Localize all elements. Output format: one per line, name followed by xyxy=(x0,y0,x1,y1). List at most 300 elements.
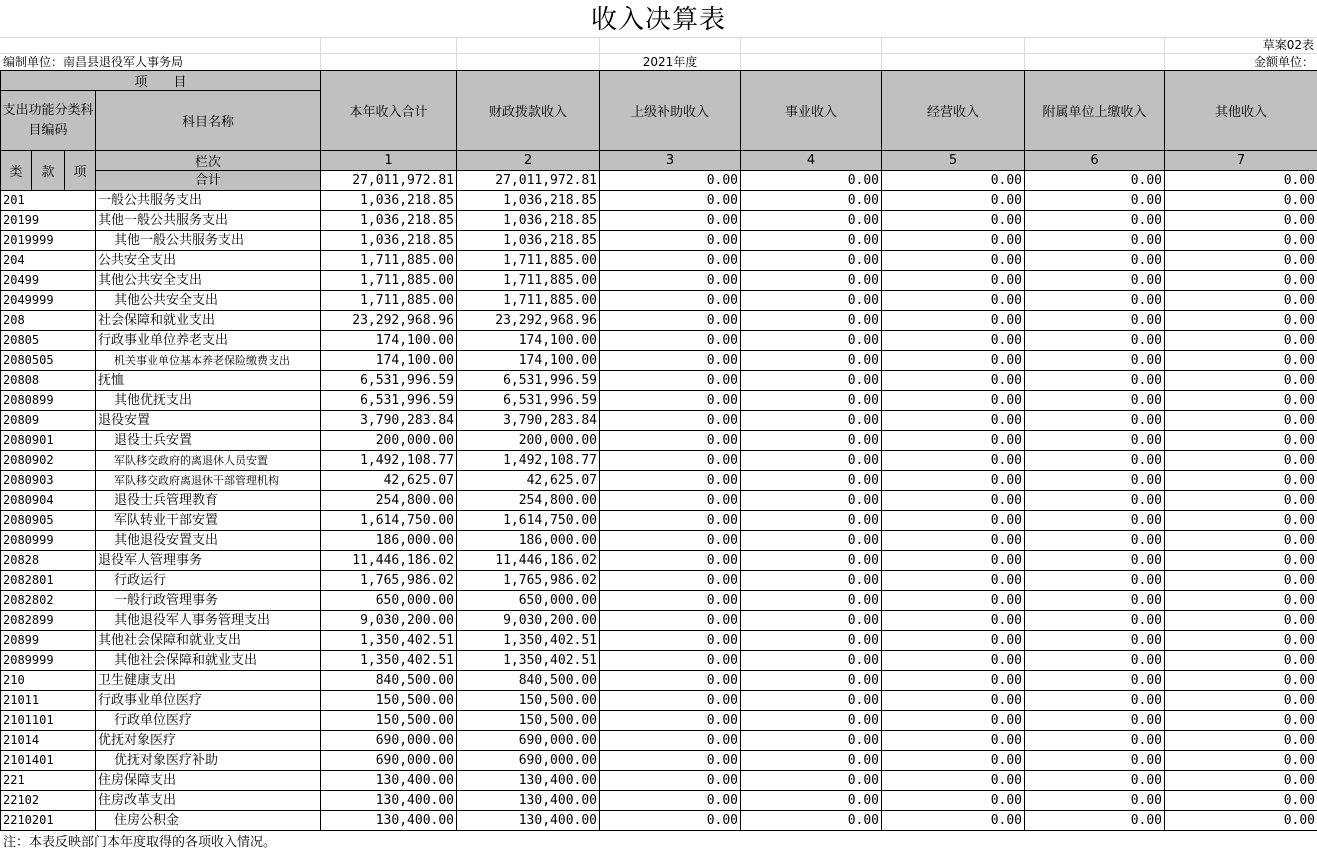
col-header-fiscal: 财政拨款收入 xyxy=(457,71,600,151)
amount-cell: 0.00 xyxy=(1165,391,1317,411)
table-row xyxy=(1,491,1317,511)
amount-cell: 0.00 xyxy=(1025,291,1165,311)
amount-cell: 0.00 xyxy=(741,791,882,811)
table-row xyxy=(1,611,1317,631)
subject-code: 210 xyxy=(1,671,96,691)
amount-cell: 0.00 xyxy=(1165,791,1317,811)
amount-cell: 0.00 xyxy=(1165,571,1317,591)
amount-cell: 1,711,885.00 xyxy=(457,251,600,271)
amount-cell: 0.00 xyxy=(882,351,1025,371)
amount-cell: 0.00 xyxy=(1025,431,1165,451)
amount-cell: 0.00 xyxy=(741,531,882,551)
amount-cell: 650,000.00 xyxy=(457,591,600,611)
subject-code: 20808 xyxy=(1,371,96,391)
amount-cell: 0.00 xyxy=(741,391,882,411)
subject-name: 退役军人管理事务 xyxy=(96,551,321,571)
subject-code: 2101401 xyxy=(1,751,96,771)
amount-cell: 0.00 xyxy=(600,311,741,331)
amount-cell: 1,614,750.00 xyxy=(457,511,600,531)
amount-cell: 0.00 xyxy=(882,291,1025,311)
amount-cell: 0.00 xyxy=(600,771,741,791)
col-number: 7 xyxy=(1165,151,1317,171)
amount-cell: 0.00 xyxy=(741,571,882,591)
table-row xyxy=(1,291,1317,311)
amount-cell: 0.00 xyxy=(1025,211,1165,231)
subject-code: 2101101 xyxy=(1,711,96,731)
subject-code: 2080505 xyxy=(1,351,96,371)
amount-cell: 0.00 xyxy=(1165,191,1317,211)
subject-code: 204 xyxy=(1,251,96,271)
amount-cell: 0.00 xyxy=(600,691,741,711)
amount-cell: 0.00 xyxy=(600,351,741,371)
subject-name: 一般行政管理事务 xyxy=(96,591,321,611)
subject-name: 社会保障和就业支出 xyxy=(96,311,321,331)
amount-cell: 0.00 xyxy=(741,331,882,351)
col-number: 4 xyxy=(741,151,882,171)
amount-cell: 0.00 xyxy=(882,511,1025,531)
amount-cell: 150,500.00 xyxy=(321,691,457,711)
amount-cell: 3,790,283.84 xyxy=(457,411,600,431)
subject-name: 卫生健康支出 xyxy=(96,671,321,691)
subject-code: 201 xyxy=(1,191,96,211)
amount-cell: 0.00 xyxy=(1025,791,1165,811)
amount-cell: 0.00 xyxy=(1165,711,1317,731)
amount-cell: 6,531,996.59 xyxy=(457,371,600,391)
amount-cell: 0.00 xyxy=(741,651,882,671)
amount-cell: 0.00 xyxy=(600,291,741,311)
col-header-total: 本年收入合计 xyxy=(321,71,457,151)
amount-cell: 1,036,218.85 xyxy=(457,191,600,211)
subject-name: 其他公共安全支出 xyxy=(96,291,321,311)
amount-cell: 0.00 xyxy=(600,791,741,811)
amount-cell: 0.00 xyxy=(1025,271,1165,291)
amount-cell: 0.00 xyxy=(1025,811,1165,831)
amount-cell: 130,400.00 xyxy=(457,771,600,791)
amount-cell: 0.00 xyxy=(741,691,882,711)
subject-name: 其他公共安全支出 xyxy=(96,271,321,291)
subject-name: 行政事业单位养老支出 xyxy=(96,331,321,351)
amount-cell: 650,000.00 xyxy=(321,591,457,611)
table-row xyxy=(1,451,1317,471)
table-row xyxy=(1,631,1317,651)
table-row xyxy=(1,771,1317,791)
amount-cell: 0.00 xyxy=(600,451,741,471)
amount-cell: 0.00 xyxy=(1025,511,1165,531)
amount-cell: 6,531,996.59 xyxy=(457,391,600,411)
amount-cell: 1,614,750.00 xyxy=(321,511,457,531)
amount-cell: 0.00 xyxy=(741,311,882,331)
table-row xyxy=(1,271,1317,291)
subject-code: 20805 xyxy=(1,331,96,351)
amount-cell: 9,030,200.00 xyxy=(457,611,600,631)
amount-cell: 174,100.00 xyxy=(321,331,457,351)
amount-cell: 0.00 xyxy=(882,451,1025,471)
amount-cell: 0.00 xyxy=(600,551,741,571)
subject-code: 2019999 xyxy=(1,231,96,251)
total-value: 27,011,972.81 xyxy=(321,171,457,191)
table-row xyxy=(1,671,1317,691)
amount-cell: 0.00 xyxy=(741,771,882,791)
amount-cell: 1,711,885.00 xyxy=(457,291,600,311)
table-row xyxy=(1,511,1317,531)
amount-cell: 0.00 xyxy=(600,751,741,771)
amount-cell: 0.00 xyxy=(1165,291,1317,311)
amount-cell: 0.00 xyxy=(1025,731,1165,751)
money-unit: 金额单位： xyxy=(1253,55,1314,69)
amount-cell: 0.00 xyxy=(1165,451,1317,471)
amount-cell: 0.00 xyxy=(882,631,1025,651)
amount-cell: 0.00 xyxy=(600,471,741,491)
amount-cell: 11,446,186.02 xyxy=(321,551,457,571)
amount-cell: 0.00 xyxy=(1025,331,1165,351)
subject-name: 公共安全支出 xyxy=(96,251,321,271)
amount-cell: 23,292,968.96 xyxy=(457,311,600,331)
amount-cell: 0.00 xyxy=(741,631,882,651)
amount-cell: 0.00 xyxy=(1165,311,1317,331)
amount-cell: 0.00 xyxy=(741,711,882,731)
table-row xyxy=(1,191,1317,211)
amount-cell: 0.00 xyxy=(1165,651,1317,671)
amount-cell: 0.00 xyxy=(882,271,1025,291)
amount-cell: 0.00 xyxy=(600,671,741,691)
table-row xyxy=(1,591,1317,611)
amount-cell: 0.00 xyxy=(882,231,1025,251)
amount-cell: 840,500.00 xyxy=(457,671,600,691)
col-number: 2 xyxy=(457,151,600,171)
table-row xyxy=(1,531,1317,551)
column-no-label: 栏次 xyxy=(96,151,321,171)
table-row xyxy=(1,231,1317,251)
amount-cell: 0.00 xyxy=(600,231,741,251)
table-row xyxy=(1,431,1317,451)
amount-cell: 0.00 xyxy=(741,351,882,371)
subject-name: 机关事业单位基本养老保险缴费支出 xyxy=(96,351,321,371)
amount-cell: 0.00 xyxy=(1165,331,1317,351)
lei-header: 类 xyxy=(1,151,32,191)
total-value: 27,011,972.81 xyxy=(457,171,600,191)
col-header-operating: 经营收入 xyxy=(882,71,1025,151)
subject-code: 2080901 xyxy=(1,431,96,451)
amount-cell: 0.00 xyxy=(1025,711,1165,731)
meta-row xyxy=(0,53,1317,70)
amount-cell: 0.00 xyxy=(1025,531,1165,551)
amount-cell: 690,000.00 xyxy=(321,751,457,771)
amount-cell: 0.00 xyxy=(1025,311,1165,331)
amount-cell: 0.00 xyxy=(1025,371,1165,391)
subject-name: 住房改革支出 xyxy=(96,791,321,811)
subject-code: 21011 xyxy=(1,691,96,711)
subject-name: 其他一般公共服务支出 xyxy=(96,231,321,251)
amount-cell: 0.00 xyxy=(741,751,882,771)
amount-cell: 0.00 xyxy=(600,411,741,431)
amount-cell: 0.00 xyxy=(600,211,741,231)
subject-name: 住房公积金 xyxy=(96,811,321,831)
amount-cell: 0.00 xyxy=(600,511,741,531)
amount-cell: 0.00 xyxy=(1025,571,1165,591)
amount-cell: 1,711,885.00 xyxy=(321,251,457,271)
amount-cell: 1,765,986.02 xyxy=(321,571,457,591)
amount-cell: 1,036,218.85 xyxy=(321,211,457,231)
subject-name: 行政事业单位医疗 xyxy=(96,691,321,711)
amount-cell: 0.00 xyxy=(741,551,882,571)
amount-cell: 130,400.00 xyxy=(457,811,600,831)
amount-cell: 1,036,218.85 xyxy=(321,191,457,211)
amount-cell: 130,400.00 xyxy=(321,811,457,831)
amount-cell: 0.00 xyxy=(1165,231,1317,251)
page-title: 收入决算表 xyxy=(590,5,726,35)
col-header-business: 事业收入 xyxy=(741,71,882,151)
amount-cell: 0.00 xyxy=(1025,611,1165,631)
subject-code: 20199 xyxy=(1,211,96,231)
amount-cell: 6,531,996.59 xyxy=(321,391,457,411)
amount-cell: 0.00 xyxy=(1165,751,1317,771)
subject-code: 2080902 xyxy=(1,451,96,471)
table-row xyxy=(1,711,1317,731)
amount-cell: 254,800.00 xyxy=(457,491,600,511)
amount-cell: 0.00 xyxy=(1025,471,1165,491)
subject-code: 2082899 xyxy=(1,611,96,631)
subject-name: 住房保障支出 xyxy=(96,771,321,791)
amount-cell: 1,711,885.00 xyxy=(321,291,457,311)
amount-cell: 0.00 xyxy=(882,371,1025,391)
subject-name: 优抚对象医疗 xyxy=(96,731,321,751)
amount-cell: 0.00 xyxy=(600,251,741,271)
amount-cell: 186,000.00 xyxy=(321,531,457,551)
subject-code: 22102 xyxy=(1,791,96,811)
amount-cell: 0.00 xyxy=(600,651,741,671)
subject-name: 其他优抚支出 xyxy=(96,391,321,411)
col-number: 1 xyxy=(321,151,457,171)
amount-cell: 0.00 xyxy=(1165,271,1317,291)
amount-cell: 0.00 xyxy=(741,211,882,231)
amount-cell: 0.00 xyxy=(741,371,882,391)
amount-cell: 130,400.00 xyxy=(457,791,600,811)
amount-cell: 0.00 xyxy=(882,791,1025,811)
amount-cell: 0.00 xyxy=(741,271,882,291)
table-row xyxy=(1,651,1317,671)
amount-cell: 1,711,885.00 xyxy=(321,271,457,291)
amount-cell: 0.00 xyxy=(600,611,741,631)
amount-cell: 0.00 xyxy=(600,371,741,391)
col-header-superior: 上级补助收入 xyxy=(600,71,741,151)
amount-cell: 0.00 xyxy=(600,711,741,731)
amount-cell: 690,000.00 xyxy=(457,731,600,751)
subject-code: 2082801 xyxy=(1,571,96,591)
total-value: 0.00 xyxy=(882,171,1025,191)
table-row xyxy=(1,211,1317,231)
amount-cell: 0.00 xyxy=(1025,231,1165,251)
amount-cell: 174,100.00 xyxy=(457,351,600,371)
amount-cell: 0.00 xyxy=(882,671,1025,691)
amount-cell: 1,350,402.51 xyxy=(457,631,600,651)
amount-cell: 1,036,218.85 xyxy=(457,231,600,251)
amount-cell: 6,531,996.59 xyxy=(321,371,457,391)
amount-cell: 0.00 xyxy=(600,591,741,611)
amount-cell: 690,000.00 xyxy=(457,751,600,771)
subject-name: 退役安置 xyxy=(96,411,321,431)
table-row xyxy=(1,411,1317,431)
amount-cell: 0.00 xyxy=(882,211,1025,231)
amount-cell: 1,492,108.77 xyxy=(321,451,457,471)
amount-cell: 0.00 xyxy=(882,691,1025,711)
amount-cell: 0.00 xyxy=(600,191,741,211)
amount-cell: 0.00 xyxy=(882,431,1025,451)
amount-cell: 0.00 xyxy=(1165,491,1317,511)
amount-cell: 0.00 xyxy=(600,431,741,451)
amount-cell: 186,000.00 xyxy=(457,531,600,551)
amount-cell: 1,765,986.02 xyxy=(457,571,600,591)
subject-name: 退役士兵管理教育 xyxy=(96,491,321,511)
amount-cell: 11,446,186.02 xyxy=(457,551,600,571)
subject-name: 退役士兵安置 xyxy=(96,431,321,451)
amount-cell: 0.00 xyxy=(741,471,882,491)
amount-cell: 0.00 xyxy=(882,411,1025,431)
amount-cell: 0.00 xyxy=(741,591,882,611)
amount-cell: 0.00 xyxy=(741,251,882,271)
amount-cell: 0.00 xyxy=(1165,551,1317,571)
kuan-header: 款 xyxy=(32,151,65,191)
amount-cell: 174,100.00 xyxy=(321,351,457,371)
amount-cell: 0.00 xyxy=(1165,531,1317,551)
footnote: 注：本表反映部门本年度取得的各项收入情况。 xyxy=(3,835,277,850)
amount-cell: 200,000.00 xyxy=(321,431,457,451)
amount-cell: 0.00 xyxy=(1025,651,1165,671)
income-table xyxy=(0,70,1317,831)
form-number-row xyxy=(0,37,1317,53)
table-row xyxy=(1,791,1317,811)
amount-cell: 0.00 xyxy=(600,391,741,411)
amount-cell: 0.00 xyxy=(741,191,882,211)
amount-cell: 0.00 xyxy=(1025,351,1165,371)
amount-cell: 0.00 xyxy=(1165,671,1317,691)
amount-cell: 0.00 xyxy=(882,571,1025,591)
subject-code: 2049999 xyxy=(1,291,96,311)
amount-cell: 0.00 xyxy=(1165,211,1317,231)
amount-cell: 0.00 xyxy=(600,271,741,291)
col-header-other: 其他收入 xyxy=(1165,71,1317,151)
subject-code: 20828 xyxy=(1,551,96,571)
amount-cell: 0.00 xyxy=(741,671,882,691)
amount-cell: 0.00 xyxy=(1025,631,1165,651)
amount-cell: 0.00 xyxy=(1165,811,1317,831)
amount-cell: 0.00 xyxy=(600,571,741,591)
xiang-header: 项 xyxy=(65,151,96,191)
amount-cell: 0.00 xyxy=(600,811,741,831)
amount-cell: 0.00 xyxy=(600,331,741,351)
amount-cell: 0.00 xyxy=(882,811,1025,831)
amount-cell: 1,350,402.51 xyxy=(457,651,600,671)
amount-cell: 0.00 xyxy=(1165,691,1317,711)
amount-cell: 0.00 xyxy=(741,451,882,471)
amount-cell: 0.00 xyxy=(882,471,1025,491)
form-number: 草案02表 xyxy=(1262,38,1314,52)
subject-code: 2080903 xyxy=(1,471,96,491)
amount-cell: 0.00 xyxy=(1165,251,1317,271)
amount-cell: 150,500.00 xyxy=(457,711,600,731)
amount-cell: 0.00 xyxy=(741,611,882,631)
amount-cell: 0.00 xyxy=(882,251,1025,271)
table-row xyxy=(1,391,1317,411)
amount-cell: 0.00 xyxy=(882,611,1025,631)
amount-cell: 0.00 xyxy=(882,651,1025,671)
amount-cell: 0.00 xyxy=(1025,551,1165,571)
amount-cell: 0.00 xyxy=(1025,691,1165,711)
amount-cell: 0.00 xyxy=(882,491,1025,511)
subject-code: 21014 xyxy=(1,731,96,751)
table-row xyxy=(1,331,1317,351)
table-row xyxy=(1,371,1317,391)
amount-cell: 0.00 xyxy=(882,731,1025,751)
amount-cell: 0.00 xyxy=(1165,511,1317,531)
amount-cell: 0.00 xyxy=(1025,751,1165,771)
table-row xyxy=(1,811,1317,831)
subject-code: 20899 xyxy=(1,631,96,651)
amount-cell: 0.00 xyxy=(882,331,1025,351)
amount-cell: 0.00 xyxy=(1165,771,1317,791)
amount-cell: 0.00 xyxy=(1165,591,1317,611)
subject-name: 行政单位医疗 xyxy=(96,711,321,731)
amount-cell: 130,400.00 xyxy=(321,791,457,811)
amount-cell: 0.00 xyxy=(882,311,1025,331)
subject-name: 抚恤 xyxy=(96,371,321,391)
amount-cell: 42,625.07 xyxy=(321,471,457,491)
amount-cell: 23,292,968.96 xyxy=(321,311,457,331)
subject-code: 2080899 xyxy=(1,391,96,411)
table-row xyxy=(1,731,1317,751)
amount-cell: 0.00 xyxy=(1025,191,1165,211)
amount-cell: 0.00 xyxy=(741,291,882,311)
amount-cell: 42,625.07 xyxy=(457,471,600,491)
amount-cell: 0.00 xyxy=(1025,391,1165,411)
amount-cell: 0.00 xyxy=(1165,731,1317,751)
subject-name: 其他社会保障和就业支出 xyxy=(96,631,321,651)
amount-cell: 0.00 xyxy=(1165,471,1317,491)
subject-name: 其他退役军人事务管理支出 xyxy=(96,611,321,631)
table-row xyxy=(1,551,1317,571)
amount-cell: 0.00 xyxy=(1025,491,1165,511)
amount-cell: 0.00 xyxy=(1165,371,1317,391)
amount-cell: 0.00 xyxy=(1025,591,1165,611)
amount-cell: 0.00 xyxy=(1025,771,1165,791)
amount-cell: 0.00 xyxy=(1025,671,1165,691)
subject-code: 2080904 xyxy=(1,491,96,511)
amount-cell: 0.00 xyxy=(600,491,741,511)
amount-cell: 1,350,402.51 xyxy=(321,651,457,671)
amount-cell: 0.00 xyxy=(600,731,741,751)
subject-name: 其他退役安置支出 xyxy=(96,531,321,551)
amount-cell: 3,790,283.84 xyxy=(321,411,457,431)
amount-cell: 130,400.00 xyxy=(321,771,457,791)
amount-cell: 0.00 xyxy=(1025,451,1165,471)
total-value: 0.00 xyxy=(1025,171,1165,191)
amount-cell: 0.00 xyxy=(1165,351,1317,371)
amount-cell: 150,500.00 xyxy=(457,691,600,711)
amount-cell: 0.00 xyxy=(741,511,882,531)
code-group-header: 支出功能分类科目编码 xyxy=(1,91,96,151)
table-row xyxy=(1,571,1317,591)
subject-code: 208 xyxy=(1,311,96,331)
fiscal-year: 2021年度 xyxy=(642,55,698,69)
table-row xyxy=(1,351,1317,371)
amount-cell: 0.00 xyxy=(741,731,882,751)
amount-cell: 690,000.00 xyxy=(321,731,457,751)
subject-code: 221 xyxy=(1,771,96,791)
amount-cell: 0.00 xyxy=(882,591,1025,611)
table-row xyxy=(1,311,1317,331)
amount-cell: 254,800.00 xyxy=(321,491,457,511)
subject-code: 20499 xyxy=(1,271,96,291)
amount-cell: 0.00 xyxy=(882,551,1025,571)
